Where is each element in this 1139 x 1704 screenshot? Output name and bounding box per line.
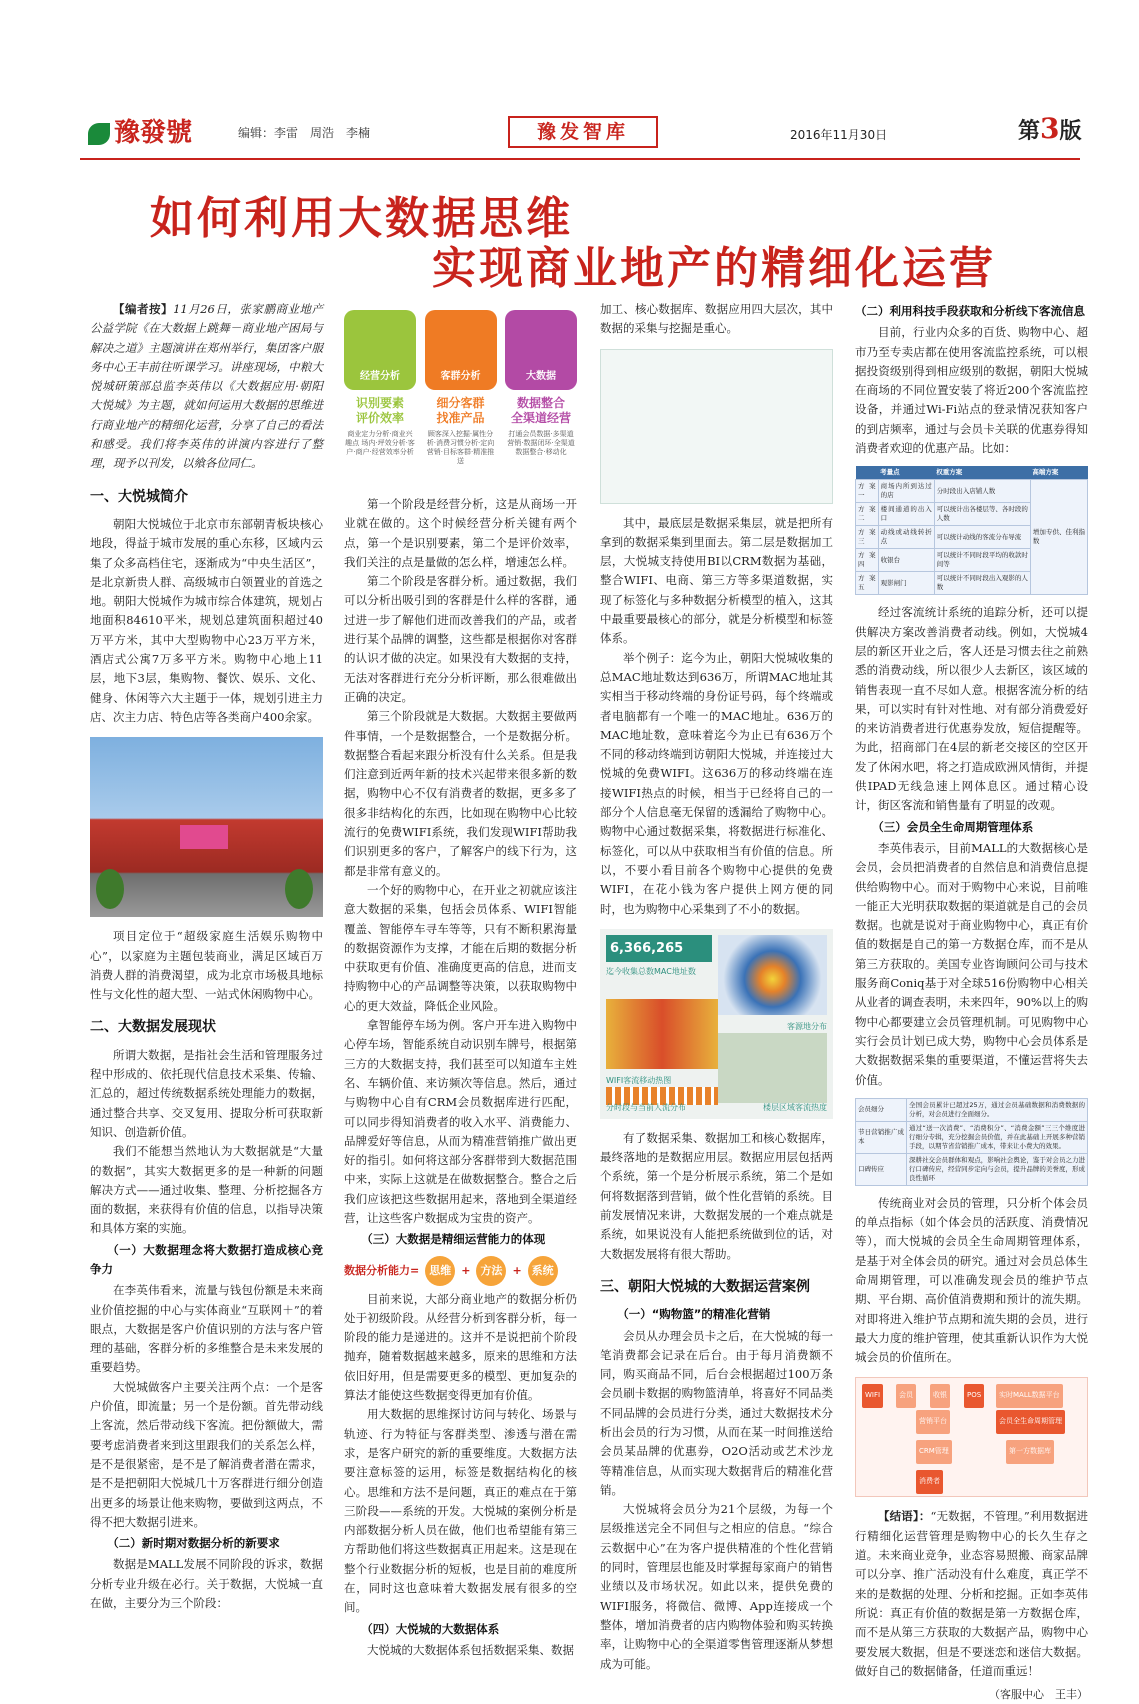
table-row xyxy=(856,1098,1088,1121)
flow-node: 第一方数据库 xyxy=(1006,1440,1054,1463)
editor-note xyxy=(90,300,323,474)
plus-icon: + xyxy=(512,1263,522,1277)
subsection-heading: （一）大数据理念将大数据打造成核心竞争力 xyxy=(90,1242,323,1276)
paragraph: 第三个阶段就是大数据。大数据主要做两件事情，一个是数据整合，一个是数据分析。数据整合看起来跟分析没有什么关系。但是我们注意到近两年新的技术兴起带来很多新的数据，购物中心不仅有消费者的数据，更多多了很多非结构化的东西，比如现在购物中心比较流行的免费WIFI系统，我们发现WIFI帮助我们识别更多的客户，了解客户的线下行为，这都是非常有意义的。 xyxy=(344,709,577,878)
mall-photo xyxy=(90,737,323,917)
flow-node: 会员 xyxy=(896,1384,916,1407)
paragraph: 目前来说，大部分商业地产的数据分析仍处于初级阶段。从经营分析到客群分析，每一阶段的能力是递进的。这并不是说把前个阶段抛弃，随着数据越来越多，原来的思维和方法依旧好用，但是需要更多的模型、更加复杂的算法才能使这些数据变得更加有价值。 xyxy=(344,1291,577,1403)
editor-note-text: 11月26日，张家鹏商业地产公益学院《在大数据上跳舞－商业地产困局与解决之道》主题演讲在郑州举行，集团客户服务中心王丰前往听课学习。讲座现场，中粮大悦城研策部总监李英伟以《大数据应用·朝阳大悦城》为主题，就如何运用大数据的思维进行商业地产的精细化运营，分享了自己的看法和感受。我们将李英伟的讲演内容进行了整理，现予以刊发，以飨各位同仁。 xyxy=(90,302,324,471)
stage-description: 商业定力分析·商业兴趣点 场内·坪效分析·客户·商户·经营效率分析 xyxy=(345,430,415,456)
traffic-plan-table xyxy=(855,466,1088,595)
table-cell: 会员细分 xyxy=(856,1098,907,1121)
formula-item: 方法 xyxy=(476,1256,506,1286)
table-cell: 动线或动线转折点 xyxy=(878,526,934,549)
floor-map xyxy=(718,1033,828,1103)
table-cell: 方案一 xyxy=(856,480,879,503)
column-2 xyxy=(344,300,577,1690)
section-heading: 一、大悦城简介 xyxy=(90,488,188,505)
table-cell: 方案三 xyxy=(856,526,879,549)
paragraph: 项目定位于“超级家庭生活娱乐购物中心”，以家庭为主题包装商业，满足区域百万消费人群的消费渴望，成为北京市场极具地标性与文化性的超大型、一站式休闲购物中心。 xyxy=(90,929,323,1002)
paragraph: 大悦城将会员分为21个层级，为每一个层级推送完全不同但与之相应的信息。“综合云数据中心”在为客户提供精准的个性化营销的同时，管理层也能及时掌握每家商户的销售业绩以及市场状况。如此以来，提供免费的WIFI服务，将微信、微博、App连接成一个整体，增加消费者的店内购物体验和购买转换率，让购物中心的全渠道零售管理逐渐从梦想成为可能。 xyxy=(600,1502,833,1671)
conclusion-text: “无数据，不管理。”利用数据进行精细化运营管理是购物中心的长久生存之道。未来商业竞争，业态容易照搬、商家品牌可以分享、推广活动没有什么难度，真正学不来的是数据的处理、分析和挖掘。正如李英伟所说：真正有价值的数据是第一方数据仓库，而不是从第三方获取的大数据产品，购物中心要发展大数据，但是不要迷恋和迷信大数据。做好自己的数据储备，任道而重远！ xyxy=(855,1509,1089,1678)
edition-num: 3 xyxy=(1040,112,1060,145)
stage-description: 顾客深入挖掘·属性分析·消费习惯分析·定向营销·目标客群·精准推送 xyxy=(426,430,495,465)
subsection-heading: （四）大悦城的大数据体系 xyxy=(361,1621,500,1636)
table-cell: 分时段出入店铺人数 xyxy=(934,480,1030,503)
member-lifecycle-diagram xyxy=(855,1377,1088,1497)
table-cell: 方案五 xyxy=(856,572,879,595)
edition-number xyxy=(1018,112,1082,145)
table-row xyxy=(856,480,1088,503)
table-header xyxy=(856,466,879,480)
stage-icon xyxy=(425,310,497,390)
editor-note-label: 【编者按】 xyxy=(113,302,174,316)
tree-icon xyxy=(285,869,313,909)
paragraph: 所谓大数据，是指社会生活和管理服务过程中形成的、依托现代信息技术采集、传输、汇总的，超过传统数据系统处理能力的数据，通过整合共享、交叉复用、提取分析可获取新知识、创造新价值。 xyxy=(90,1047,323,1139)
headline-line1: 如何利用大数据思维 xyxy=(150,193,573,244)
subsection-heading: （三）大数据是精细运营能力的体现 xyxy=(361,1232,546,1247)
flow-node: 会员全生命周期管理 xyxy=(996,1410,1065,1433)
flow-node: WIFI xyxy=(862,1384,883,1407)
billboard-screen xyxy=(180,825,228,849)
flow-node: POS xyxy=(964,1384,984,1407)
table-cell: 增加专供、佳利指数 xyxy=(1030,480,1087,595)
table-cell: 全国会员累计已超过25万，通过会员基础数据和消费数据的分析，对会员进行全面细分。 xyxy=(907,1098,1088,1121)
paragraph: 目前，行业内众多的百货、购物中心、超市乃至专卖店都在使用客流监控系统，可以根据投资级别得到相应级别的数据，朝阳大悦城在商场的不同位置安装了将近200个客流监控设备，并通过Wi-Fi站点的登录情况获知客户的到店频率，通过与会员卡关联的优惠券得知消费者欢迎的优惠产品。比如： xyxy=(855,325,1088,456)
analysis-stages-graphic xyxy=(344,310,577,485)
table-cell: 节日营销推广成本 xyxy=(856,1121,907,1153)
table-cell: 通过“送一次消费”、“消费积分”、“消费金额”三三个维度进行细分专辑，充分挖掘会员价值，并在此基础上开展多种营销手段，以期节省营销推广成本，带来让小费大的效果。 xyxy=(907,1121,1088,1153)
paragraph: 朝阳大悦城位于北京市东部朝青板块核心地段，得益于城市发展的重心东移，区域内云集了众多高档住宅，逐渐成为“中央生活区”，是北京新贵人群、高级城市白领置业的首选之地。朝阳大悦城作为城市综合体建筑，规划占地面积84610平米，规划总建筑面积超过40万平方米，其中大型购物中心23万平方米，酒店式公寓7万多平方米。购物中心地上11层，地下3层，集购物、餐饮、娱乐、文化、健身、休闲等六大主题于一体，规划引进主力店、次主力店、特色店等各类商户400余家。 xyxy=(90,516,323,724)
paragraph: 大悦城的大数据体系包括数据采集、数据 xyxy=(367,1642,574,1657)
column-4 xyxy=(855,300,1089,1702)
subsection-heading: （二）新时期对数据分析的新要求 xyxy=(107,1536,280,1551)
leaf-logo-icon xyxy=(88,123,110,145)
edition-prefix: 第 xyxy=(1018,118,1041,144)
table-cell: 楼间通道的出入口 xyxy=(878,503,934,526)
table-cell: 可以统计不同时段出入观影的人数 xyxy=(934,572,1030,595)
dashboard-caption: 楼层区域客流热度 xyxy=(763,1102,827,1112)
table-cell: 观影闸门 xyxy=(878,572,934,595)
dashboard-caption: 客源地分布 xyxy=(787,1021,827,1031)
paragraph: 大悦城做客户主要关注两个点：一个是客户价值，即流量；另一个是份额。首先带动线上客流，然后带动线下客流。把份额做大，需要考虑消费者来到这里跟我们的关系怎么样，是不是很紧密，是不是了解消费者潜在需求，是不是把朝阳大悦城几十万客群进行细分创造出更多的场景让他来购物，要做到这两点，不得不把大数据引进来。 xyxy=(90,1379,323,1529)
header-rule xyxy=(80,158,1080,160)
table-cell: 商场内所到达过的店 xyxy=(878,480,934,503)
mac-count: 6,366,265 xyxy=(606,935,712,962)
table-row xyxy=(856,1153,1088,1185)
paragraph: 传统商业对会员的管理，只分析个体会员的单点指标（如个体会员的活跃度、消费情况等），而大悦城的会员全生命周期管理体系，是基于对全体会员的研究。通过对会员总体生命周期管理，可以准确发现会员的维护节点期、平台期、高价值消费期和预计的流失期。对即将进入维护节点期和流失期的会员，进行最大力度的维护管理，使其重新认识作为大悦城会员的价值所在。 xyxy=(855,1195,1088,1365)
newspaper-logo xyxy=(88,112,192,149)
subsection-heading: （三）会员全生命周期管理体系 xyxy=(872,819,1034,834)
paragraph: 经过客流统计系统的追踪分析，还可以提供解决方案改善消费者动线。例如，大悦城4层的新区开业之后，客人还是习惯去往之前熟悉的消费动线，所以很少人去新区，该区域的销售表现一直不尽如人意。根据客流分析的结果，可以实时有针对性地、对有部分消费爱好的来访消费者进行优惠券发放，短信提醒等。为此，招商部门在4层的新老交接区的空区开发了休闲水吧，将之打造成欧洲风情街，并提供IPAD无线急速上网体息区。通过精心设计，街区客流和销售量有了明显的改观。 xyxy=(855,605,1088,813)
dashboard-caption: 分时段与当前人流分布 xyxy=(606,1102,686,1112)
flow-node: 实时MALL数据平台 xyxy=(996,1384,1063,1407)
stage-label: 客群分析 xyxy=(440,370,481,382)
paragraph: 第一个阶段是经营分析，这是从商场一开业就在做的。这个时候经营分析关键有两个点，第一个是识别要素，第二个是评价效率，我们关注的点是量做的怎么样，增速怎么样。 xyxy=(344,497,577,569)
paragraph: 我们不能想当然地认为大数据就是“大量的数据”，其实大数据更多的是一种新的问题解决方式——通过收集、整理、分析挖掘各方面的数据，来获得有价值的信息，以指导决策和具体方案的实施。 xyxy=(90,1144,323,1236)
section-heading: 二、大数据发展现状 xyxy=(90,1019,216,1036)
author-signature: （客服中心 王丰） xyxy=(989,1688,1088,1702)
paragraph: 用大数据的思维探讨访问与转化、场景与轨迹、行为特征与客群类型、渗透与潜在需求，是客户研究的新的重要维度。大数据方法要注意标签的运用，标签是数据结构化的核心。思维和方法不是问题，真正的难点在于第三阶段——系统的开发。大悦城的案例分析是内部数据分析人员在做，他们也希望能有第三方帮助他们将这些数据真正用起来。这是现在整个行业数据分析的短板，也是目前的难度所在，同时这也意味着大数据发展有很多的空间。 xyxy=(344,1407,577,1615)
stage-subtitle: 细分客群 找准产品 xyxy=(436,396,485,425)
paragraph: 拿智能停车场为例。客户开车进入购物中心停车场，智能系统自动识别车牌号，根据第三方的大数据支持，我们甚至可以知道车主姓名、车辆价值、来访频次等信息。然后，通过与购物中心自有CRM会员数据库进行匹配，可以同步得知消费者的收入水平、消费能力、品牌爱好等信息，从而为精准营销推广做出更好的指引。如何将这部分客群带到大数据范围中来，实际上这就是在做数据整合。整合之后我们应该把这些数据用起来，落地到全渠道经营，让这些客户数据成为宝贵的资产。 xyxy=(344,1018,577,1225)
paragraph: 一个好的购物中心，在开业之初就应该注意大数据的采集，包括会员体系、WIFI智能覆盖、智能停车寻车等等，只有不断积累海量的数据资源作为支撑，才能在后期的数据分析中获取更有价值、准确度更高的信息，进而支持购物中心的产品调整等决策，以获取购物中心的更大效益，降低企业风险。 xyxy=(344,882,577,1013)
issue-date: 2016年11月30日 xyxy=(790,128,888,142)
headline-line2: 实现商业地产的精细化运营 xyxy=(432,243,996,294)
flow-node: 营销平台 xyxy=(916,1410,950,1433)
stage-card xyxy=(505,310,577,485)
table-cell: 可以统计动线的客流分布导流 xyxy=(934,526,1030,549)
tree-icon xyxy=(96,869,124,909)
edition-suffix: 版 xyxy=(1059,118,1082,144)
data-architecture-diagram xyxy=(600,349,833,504)
dashboard-caption: 迄今收集总数MAC地址数 xyxy=(606,967,696,977)
paragraph: 在李英伟看来，流量与钱包份额是未来商业价值挖掘的中心与实体商业“互联网＋”的着眼点，大数据是客户价值识别的方法与客户管理的基础，客群分析的多维整合是未来发展的重要趋势。 xyxy=(90,1283,323,1375)
table-header: 考量点 xyxy=(878,466,934,480)
wifi-dashboard-image xyxy=(600,929,833,1119)
stage-icon xyxy=(505,310,577,390)
stage-subtitle: 数据整合 全渠道经营 xyxy=(510,396,571,425)
table-cell: 可以统计出各楼层等、各时段的人数 xyxy=(934,503,1030,526)
stage-label: 大数据 xyxy=(526,370,556,382)
column-name: 豫发智库 xyxy=(508,116,658,148)
flow-node: 收银 xyxy=(930,1384,950,1407)
table-cell: 方案二 xyxy=(856,503,879,526)
paragraph: 加工、核心数据库、数据应用四大层次，其中数据的采集与挖掘是重心。 xyxy=(600,302,833,336)
stage-description: 打通会员数据·多渠道营销·数据闭环·全渠道数据整合·移动化 xyxy=(507,430,575,456)
paragraph: 第二个阶段是客群分析。通过数据，我们可以分析出吸引到的客群是什么样的客群，通过进一步了解他们进而改善我们的产品，或者进行某个品牌的调整，这些都是根据你对客群的认识才做的决定。如果没有大数据的支持，无法对客群进行充分分析评断，那么很难做出正确的决定。 xyxy=(344,574,577,704)
table-cell: 可以统计不同时段平均的收款时间等 xyxy=(934,549,1030,572)
flow-node: CRM管理 xyxy=(916,1440,952,1463)
paragraph: 其中，最底层是数据采集层，就是把所有拿到的数据采集到里面去。第二层是数据加工层，大悦城支持使用BI以CRM数据为基础，整合WIFI、电商、第三方等多渠道数据，实现了标签化与多种数据分析模型的植入，这其中最重要最核心的部分，就是分析模型和标签体系。 xyxy=(600,515,833,646)
stage-label: 经营分析 xyxy=(360,370,400,382)
stage-subtitle: 识别要素 评价效率 xyxy=(355,396,404,425)
paragraph: 李英伟表示，目前MALL的大数据核心是会员，会员把消费者的自然信息和消费信息提供给购物中心。而对于购物中心来说，目前唯一能正大光明获取数据的渠道就是自己的会员数据。也就是说对于商业购物中心，真正有价值的数据是自己的第一方数据仓库，而不是从第三方获取的。美国专业咨询顾问公司与技术服务商Coniq基于对全球516份购物中心相关从业者的调查表明，未来四年，90%以上的购物中心都要建立会员管理机制。可见购物中心实行会员计划已成大势，购物中心会员体系是大数据数据采集的重要渠道，不懂运营将失去价值。 xyxy=(855,840,1088,1087)
editors-line: 编辑：李雷 周浩 李楠 xyxy=(238,126,371,140)
flow-node: 消费者 xyxy=(916,1470,943,1493)
subsection-heading: （一）“购物篮”的精准化营销 xyxy=(617,1307,771,1322)
paragraph: 数据是MALL发展不同阶段的诉求，数据分析专业升级在必行。关于数据，大悦城一直在做，主要分为三个阶段： xyxy=(90,1557,323,1611)
table-cell: 深耕社交会员群体和观点，影响社会舆论，鉴于对会员之力进行口碑传应，经营同步定向与会员，提升品牌的美誉度，形成良性循环 xyxy=(907,1153,1088,1185)
table-cell: 收银台 xyxy=(878,549,934,572)
table-header: 高端方案 xyxy=(1030,466,1087,480)
paragraph: 会员从办理会员卡之后，在大悦城的每一笔消费都会记录在后台。由于每月消费额不同，购买商品不同，后台会根据超过100万条会员刷卡数据的购物篮清单，将喜好不同品类不同品牌的会员进行分类，通过大数据技术分析出会员的行为习惯，从而在某一时间推送给会员某品牌的优惠券，O2O活动或艺术沙龙等精准信息，从而实现大数据背后的精准化营销。 xyxy=(600,1328,833,1497)
stage-card xyxy=(425,310,497,485)
table-cell: 口碑传应 xyxy=(856,1153,907,1185)
formula-item: 思维 xyxy=(425,1256,455,1286)
table-row xyxy=(856,1121,1088,1153)
column-3 xyxy=(600,300,833,1690)
wifi-heatmap xyxy=(606,999,718,1069)
subsection-heading: （二）利用科技手段获取和分析线下客流信息 xyxy=(855,304,1085,318)
formula-item: 系统 xyxy=(528,1256,558,1286)
paragraph: 举个例子：迄今为止，朝阳大悦城收集的总MAC地址数达到636万，所谓MAC地址其实相当于移动终端的身份证号码，每个终端或者电脑都有一个唯一的MAC地址。636万的MAC地址数，意味着迄今为止已有636万个不同的移动终端到访朝阳大悦城，并连接过大悦城的免费WIFI。这636万的移动终端在连接WIFI热点的时候，相当于已经将自己的一部分个人信息毫无保留的透漏给了购物中心。购物中心通过数据采集，将数据进行标准化、标签化，可以从中获取相当有价值的信息。所以，不要小看目前各个购物中心提供的免费WIFI，在花小钱为客户提供上网方便的同时，也为购物中心采集到了不小的数据。 xyxy=(600,650,833,916)
plus-icon: + xyxy=(461,1263,471,1277)
dashboard-caption: WIFI客流移动热图 xyxy=(606,1075,672,1085)
table-cell: 方案四 xyxy=(856,549,879,572)
table-header: 权重方案 xyxy=(934,466,1030,480)
section-heading: 三、朝阳大悦城的大数据运营案例 xyxy=(600,1278,810,1295)
logo-text: 豫發號 xyxy=(114,118,193,148)
formula-graphic xyxy=(344,1252,577,1290)
heatmap xyxy=(718,935,828,1015)
stage-card xyxy=(344,310,416,485)
conclusion xyxy=(855,1507,1088,1681)
stage-icon xyxy=(344,310,416,390)
conclusion-label: 【结语】： xyxy=(878,1509,931,1524)
member-table xyxy=(855,1098,1088,1186)
column-1 xyxy=(90,300,323,1690)
formula-label: 数据分析能力= xyxy=(344,1263,420,1277)
paragraph: 有了数据采集、数据加工和核心数据库，最终落地的是数据应用层。数据应用层包括两个系统，第一个是分析展示系统，第二个是如何将数据落到营销，做个性化营销的系统。目前发展情况来讲，大数据发展的一个难点就是系统，如果说没有人能把系统做到位的话，对大数据发展将有很大帮助。 xyxy=(600,1130,833,1261)
